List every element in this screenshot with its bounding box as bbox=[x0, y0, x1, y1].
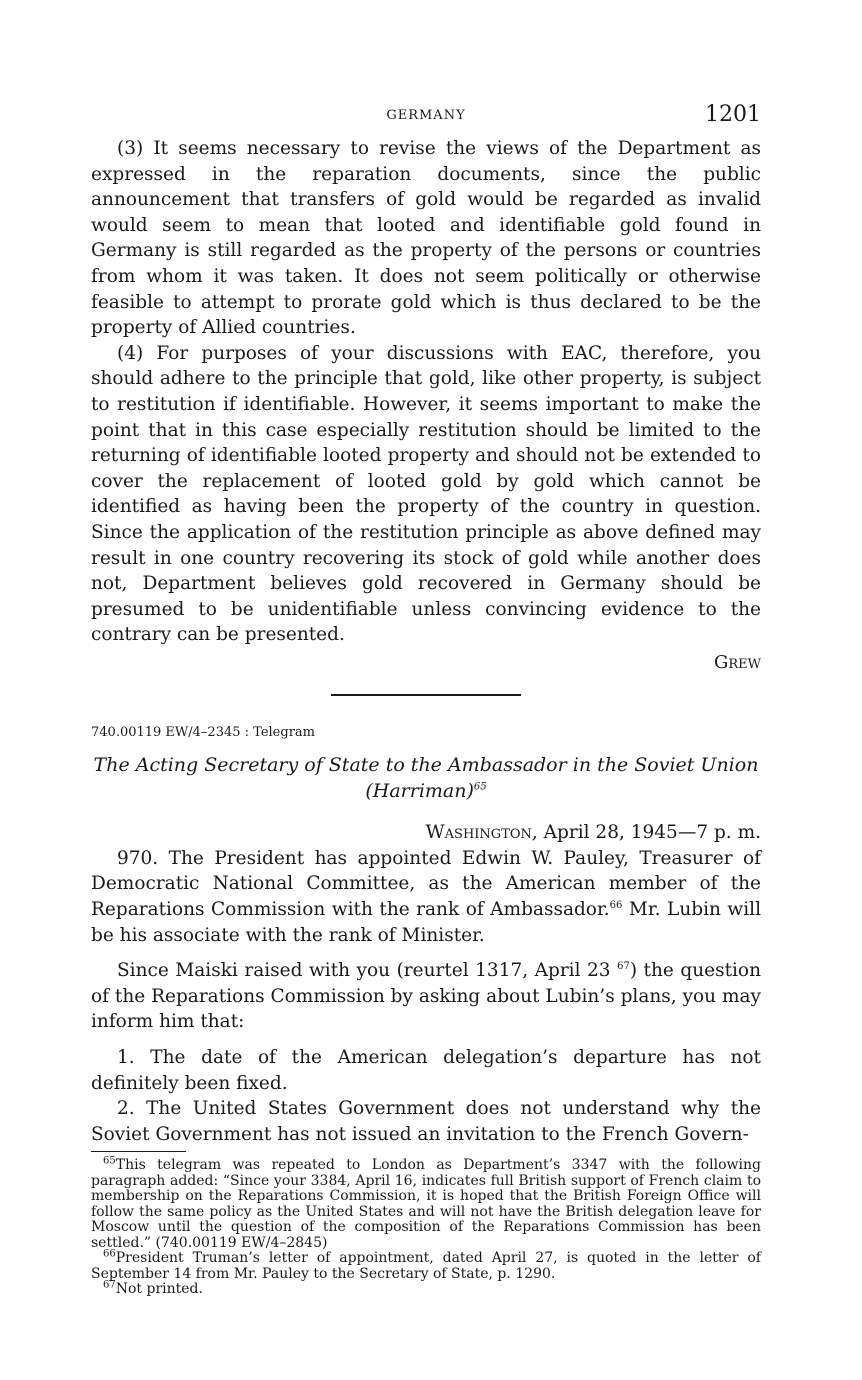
paragraph-maiski bbox=[91, 958, 761, 1035]
footnote-65-mark: 65 bbox=[103, 1155, 116, 1167]
document-title-line-2 bbox=[91, 778, 761, 804]
footnote-67-mark: 67 bbox=[103, 1279, 116, 1291]
footnote-66 bbox=[91, 1248, 761, 1282]
running-title: GERMANY bbox=[386, 108, 466, 123]
file-reference: 740.00119 EW/4–2345 : Telegram bbox=[91, 724, 315, 740]
page-number: 1201 bbox=[705, 102, 761, 127]
paragraph-970-text-b: Mr. Lubin will be his associate with the rank of Minister. bbox=[91, 899, 761, 946]
footnote-ref-66: 66 bbox=[609, 899, 623, 911]
running-header bbox=[91, 100, 761, 136]
footnote-66-text: President Truman’s letter of appointment, dated April 27, is quoted in the letter of September 14 from Mr. Pauley to the Secretary of State, p. 1290. bbox=[91, 1250, 761, 1282]
paragraph-maiski-text-a: Since Maiski raised with you (reurtel 1317, April 23 bbox=[117, 960, 611, 982]
footnote-ref-65: 65 bbox=[473, 781, 487, 793]
footnote-divider bbox=[91, 1151, 186, 1152]
footnote-67 bbox=[91, 1279, 761, 1298]
footnote-ref-67: 67 bbox=[617, 961, 630, 973]
document-title-line-1: The Acting Secretary of State to the Ambassador in the Soviet Union bbox=[93, 753, 759, 776]
document-title bbox=[91, 752, 761, 804]
paragraph-4: (4) For purposes of your discussions with EAC, therefore, you should adhere to the principle that gold, like other property, is subject to restitution if identifiable. However, it seems important to make the point that in this case especially restitution should be limited to the returning of identifiable looted property and should not be extended to cover the replacement of looted gold by gold which cannot be identified as having been the property of the country in question. Since the application of the restitution principle as above defined may result in one country recovering its stock of gold while another does not, Department believes gold recovered in Germany should be presumed to be unidentifiable unless convincing evidence to the contrary can be presented. bbox=[91, 342, 761, 646]
footnote-65-text: This telegram was repeated to London as Department’s 3347 with the following paragraph added: “Since your 3384, April 16, indicates full British support of French claim to membership on the Reparations Commission, it is hoped that the British Foreign Office will follow the same policy as the United States and will not have the British delegation leave for Moscow until the question of the composition of the Reparations Commission has been settled.” (740.00119 EW/4–2845) bbox=[91, 1157, 761, 1251]
paragraph-970 bbox=[91, 846, 761, 948]
footnote-67-text: Not printed. bbox=[115, 1281, 203, 1298]
section-divider bbox=[331, 694, 521, 696]
document-page bbox=[91, 100, 761, 1298]
document-title-recipient: (Harriman) bbox=[365, 779, 474, 802]
paragraph-maiski-text-b: ) the question of the Reparations Commission by asking about Lubin’s plans, you may inform him that: bbox=[91, 960, 761, 1033]
list-item-1: 1. The date of the American delegation’s departure has not definitely been fixed. bbox=[91, 1047, 761, 1094]
signature-grew: Grew bbox=[713, 651, 761, 673]
dateline bbox=[91, 820, 761, 846]
list-item-2: 2. The United States Government does not understand why the Soviet Government has not issued an invitation to the French Govern- bbox=[91, 1098, 761, 1145]
footnote-65 bbox=[91, 1155, 761, 1251]
footnote-66-mark: 66 bbox=[103, 1248, 116, 1260]
dateline-date: April 28, 1945—7 p. m. bbox=[543, 821, 761, 843]
paragraph-3: (3) It seems necessary to revise the views of the Department as expressed in the reparation documents, since the public announcement that transfers of gold would be regarded as invalid would seem to mean that looted and identifiable gold found in Germany is still regarded as the property of the persons or countries from whom it was taken. It does not seem politically or otherwise feasible to attempt to prorate gold which is thus declared to be the property of Allied countries. bbox=[91, 138, 761, 339]
dateline-place: Washington, bbox=[425, 821, 538, 843]
paragraph-970-text-a: 970. The President has appointed Edwin W. Pauley, Treasurer of Democratic National Committee, as the American member of the Reparations Commission with the rank of Ambassador. bbox=[91, 847, 761, 921]
